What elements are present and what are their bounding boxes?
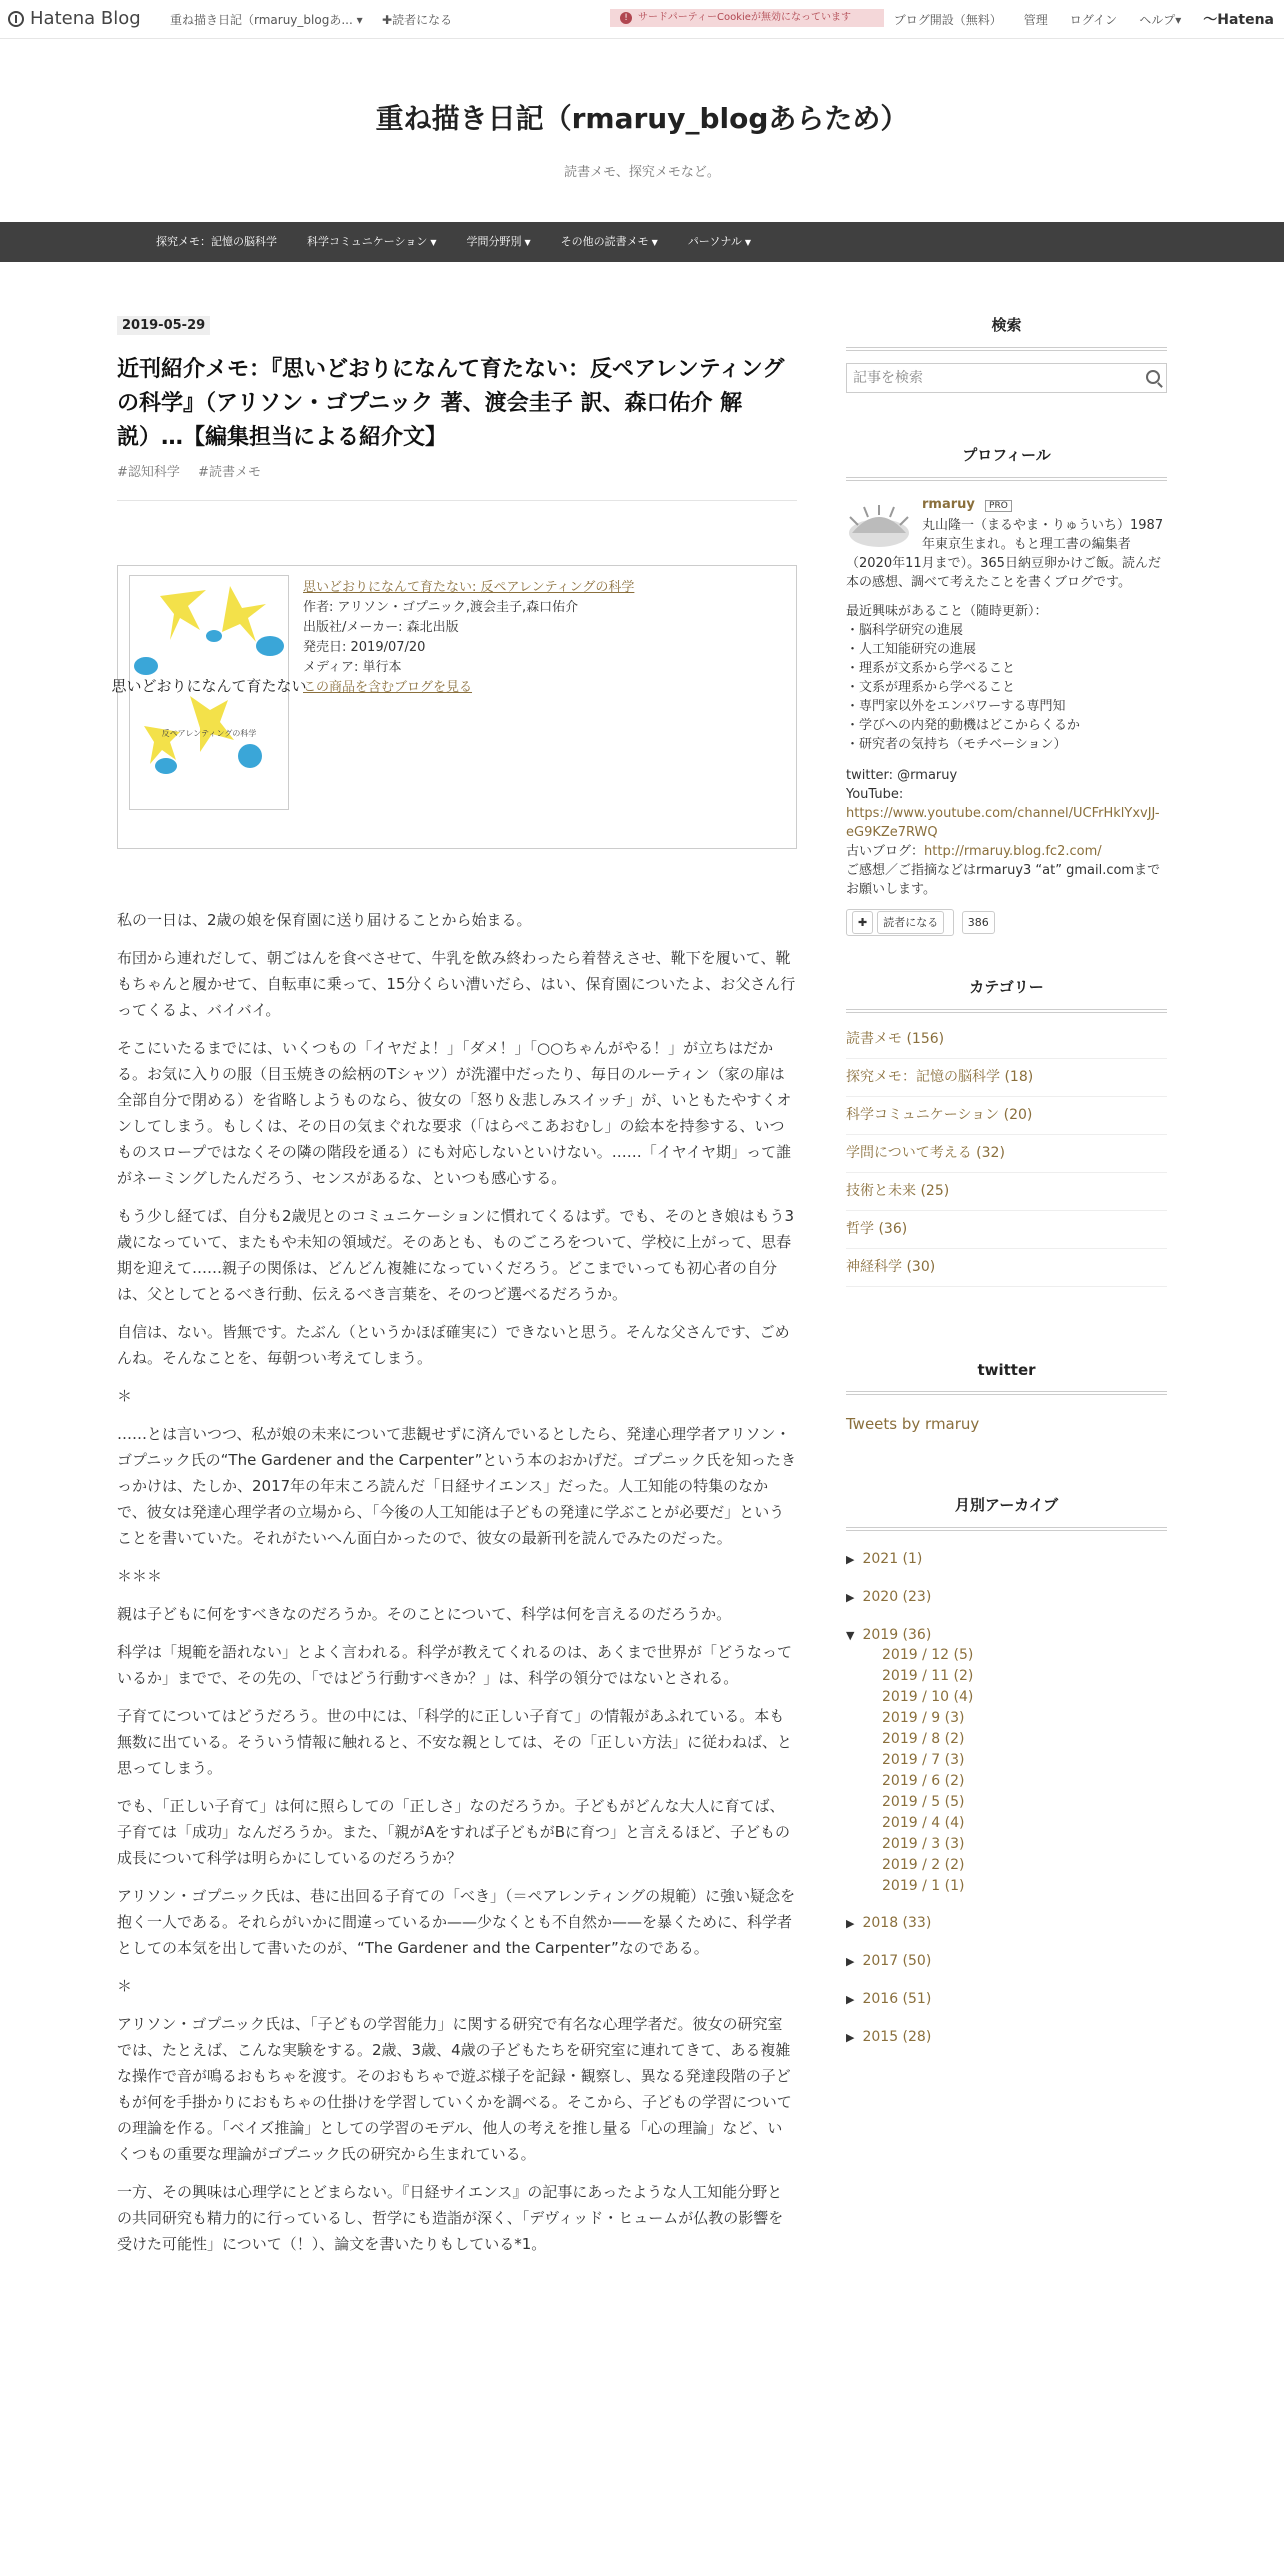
chevron-down-icon: ▼ bbox=[651, 238, 658, 247]
chevron-down-icon: ▼ bbox=[744, 238, 751, 247]
archive-year[interactable]: ▶ 2016 (51) bbox=[846, 1991, 932, 2007]
article bbox=[111, 314, 797, 2269]
archive-month[interactable]: 2019 / 10 (4) bbox=[882, 1689, 974, 1705]
book-cover-image[interactable] bbox=[111, 575, 307, 810]
search-module bbox=[846, 314, 1167, 444]
paragraph: アリソン・ゴプニック氏は、「子どもの学習能力」に関する研究で有名な心理学者だ。彼女の研究室では、たとえば、こんな実験をする。2歳、3歳、4歳の子どもたちを研究室に連れてきて、ある複雑な操作で音が鳴るおもちゃを渡す。そのおもちゃで遊ぶ様子を記録・観察し、異なる発達段階の子どもが何を手掛かりにおもちゃの仕掛けを学習していくかを調べる。そこから、子どもの学習についての理論を作る。「ベイズ推論」としての学習のモデル、他人の考えを推し量る「心の理論」など、いくつもの重要な理論がゴプニック氏の研究から生まれている。 bbox=[117, 2015, 792, 2163]
archive-month[interactable]: 2019 / 9 (3) bbox=[882, 1710, 965, 1726]
triangle-right-icon[interactable]: ▶ bbox=[846, 1553, 855, 1566]
category-link[interactable]: 科学コミュニケーション (20) bbox=[846, 1097, 1167, 1135]
archive-month[interactable]: 2019 / 12 (5) bbox=[882, 1647, 974, 1663]
archive-year[interactable]: ▶ 2015 (28) bbox=[846, 2029, 932, 2045]
archive-month[interactable]: 2019 / 2 (2) bbox=[882, 1857, 965, 1873]
youtube-label: YouTube: bbox=[846, 787, 904, 802]
tag-link[interactable]: #認知科学 bbox=[117, 465, 180, 480]
category-link[interactable]: 技術と未来 (25) bbox=[846, 1173, 1167, 1211]
plus-icon: ✚ bbox=[382, 13, 393, 27]
entry-tags bbox=[117, 461, 797, 480]
book-media: メディア: 単行本 bbox=[303, 660, 402, 675]
triangle-right-icon[interactable]: ▶ bbox=[846, 1955, 855, 1968]
twitter-module bbox=[846, 1361, 1167, 1494]
nav-item-other-reading[interactable]: その他の読書メモ ▼ bbox=[560, 235, 658, 248]
section-separator: ＊ bbox=[117, 1387, 133, 1405]
triangle-right-icon[interactable]: ▶ bbox=[846, 1993, 855, 2006]
category-list bbox=[846, 1021, 1167, 1287]
paragraph: 自信は、ない。皆無です。たぶん（というかほぼ確実に）できないと思う。そんな父さんです、ごめんね。そんなことを、毎朝つい考えてしまう。 bbox=[117, 1323, 790, 1367]
book-cover-title: 思いどおりになんて育たない bbox=[111, 677, 307, 695]
interest-item: ・理系が文系から学べること bbox=[846, 661, 1016, 676]
nav-item-by-field[interactable]: 学問分野別 ▼ bbox=[466, 235, 531, 248]
twitter-handle: twitter: @rmaruy bbox=[846, 768, 958, 783]
avatar[interactable] bbox=[846, 503, 912, 551]
chevron-down-icon: ▼ bbox=[524, 238, 531, 247]
blog-title[interactable]: 重ね描き日記（rmaruy_blogあらため） bbox=[375, 102, 909, 135]
blog-menu-dropdown[interactable]: 重ね描き日記（rmaruy_blogあ... ▾ bbox=[170, 13, 363, 27]
archive-list bbox=[846, 1547, 1167, 2063]
interests-title: 最近興味があること（随時更新）： bbox=[846, 604, 1048, 619]
paragraph: ……とは言いつつ、私が娘の未来について悲観せずに済んでいるとしたら、発達心理学者アリソン・ゴプニック氏の“The Gardener and the Carpenter”という本のおかげだ。ゴプニック氏を知ったきっかけは、たしか、2017年の年末ころ読んだ「日経サイエンス」だった。人工知能の特集のなかで、彼女は発達心理学者の立場から、「今後の人工知能は子どもの発達に学ぶことが必要だ」ということを書いていた。それがたいへん面白かったので、彼女の最新刊を読んでみたのだった。 bbox=[117, 1425, 797, 1547]
category-link[interactable]: 哲学 (36) bbox=[846, 1211, 1167, 1249]
category-module bbox=[846, 976, 1167, 1361]
search-icon[interactable] bbox=[1146, 370, 1160, 384]
profile-content bbox=[846, 495, 1167, 936]
category-link[interactable]: 読書メモ (156) bbox=[846, 1021, 1167, 1059]
module-title: twitter bbox=[846, 1361, 1167, 1395]
admin-link[interactable]: 管理 bbox=[1023, 13, 1048, 27]
hatena-brand-link[interactable]: 〜Hatena bbox=[1203, 12, 1274, 28]
module-title: 検索 bbox=[846, 314, 1167, 351]
paragraph: 布団から連れだして、朝ごはんを食べさせて、牛乳を飲み終わったら着替えさせ、靴下を履いて、靴もちゃんと履かせて、自転車に乗って、15分くらい漕いだら、はい、保育園についたよ、お父さん行ってくるよ、バイバイ。 bbox=[117, 949, 796, 1019]
blog-header bbox=[0, 39, 1284, 222]
archive-module bbox=[846, 1494, 1167, 2063]
triangle-down-icon[interactable]: ▼ bbox=[846, 1629, 855, 1642]
old-blog-link[interactable]: http://rmaruy.blog.fc2.com/ bbox=[924, 844, 1102, 859]
help-menu[interactable]: ヘルプ▾ bbox=[1139, 13, 1182, 27]
cookie-notice[interactable]: ! サードパーティーCookieが無効になっています bbox=[610, 9, 884, 27]
alert-icon: ! bbox=[620, 12, 632, 24]
chevron-down-icon: ▼ bbox=[430, 238, 437, 247]
twitter-timeline-link[interactable]: Tweets by rmaruy bbox=[846, 1415, 980, 1433]
nav-item-memory-neuroscience[interactable]: 探究メモ：記憶の脳科学 bbox=[156, 235, 277, 248]
module-title: プロフィール bbox=[846, 444, 1167, 481]
topbar-links bbox=[894, 11, 1274, 29]
related-blogs-link[interactable]: この商品を含むブログを見る bbox=[303, 680, 473, 695]
subscribe-row bbox=[846, 909, 1167, 936]
module-title: カテゴリー bbox=[846, 976, 1167, 1013]
category-link[interactable]: 学問について考える (32) bbox=[846, 1135, 1167, 1173]
interest-item: ・研究者の気持ち（モチベーション） bbox=[846, 737, 1067, 752]
paragraph: 子育てについてはどうだろう。世の中には、「科学的に正しい子育て」の情報があふれている。本も無数に出ている。そういう情報に触れると、不安な親としては、その「正しい方法」に従わねば、と思ってしまう。 bbox=[117, 1707, 793, 1777]
hatena-top-bar bbox=[0, 0, 1284, 39]
triangle-right-icon[interactable]: ▶ bbox=[846, 2031, 855, 2044]
archive-month[interactable]: 2019 / 4 (4) bbox=[882, 1815, 965, 1831]
subscribe-button[interactable]: ✚ 読者になる bbox=[846, 909, 954, 936]
archive-month[interactable]: 2019 / 6 (2) bbox=[882, 1773, 965, 1789]
blog-description: 読書メモ、探究メモなど。 bbox=[564, 165, 720, 180]
hatena-logo-icon bbox=[8, 11, 24, 27]
paragraph: アリソン・ゴプニック氏は、巷に出回る子育ての「べき」（＝ペアレンティングの規範）に強い疑念を抱く一人である。それらがいかに間違っているか——少なくとも不自然か——を暴くために、科学者としての本気を出して書いたのが、“The Gardener and the Carpenter”なのである。 bbox=[117, 1887, 796, 1957]
nav-item-sci-comm[interactable]: 科学コミュニケーション ▼ bbox=[307, 235, 437, 248]
subscribe-link[interactable]: ✚読者になる bbox=[382, 13, 453, 27]
module-title: 月別アーカイブ bbox=[846, 1494, 1167, 1531]
triangle-right-icon[interactable]: ▶ bbox=[846, 1917, 855, 1930]
archive-month[interactable]: 2019 / 5 (5) bbox=[882, 1794, 965, 1810]
book-author: 作者: アリソン・ゴプニック,渡会圭子,森口佑介 bbox=[303, 600, 579, 615]
interest-item: ・脳科学研究の進展 bbox=[846, 623, 964, 638]
paragraph: 私の一日は、2歳の娘を保育園に送り届けることから始まる。 bbox=[117, 911, 532, 929]
archive-month[interactable]: 2019 / 11 (2) bbox=[882, 1668, 974, 1684]
profile-module bbox=[846, 444, 1167, 976]
chevron-down-icon: ▾ bbox=[356, 13, 363, 27]
subscriber-count: 386 bbox=[962, 911, 995, 934]
sidebar bbox=[846, 314, 1167, 2063]
archive-month[interactable]: 2019 / 8 (2) bbox=[882, 1731, 965, 1747]
archive-year[interactable]: ▶ 2018 (33) bbox=[846, 1915, 932, 1931]
nav-item-personal[interactable]: パーソナル ▼ bbox=[687, 235, 751, 248]
paragraph: 親は子どもに何をすべきなのだろうか。そのことについて、科学は何を言えるのだろうか。 bbox=[117, 1605, 732, 1623]
archive-month[interactable]: 2019 / 1 (1) bbox=[882, 1878, 965, 1894]
global-nav bbox=[0, 222, 1284, 262]
book-publisher: 出版社/メーカー: 森北出版 bbox=[303, 620, 459, 635]
pro-badge: PRO bbox=[985, 500, 1012, 512]
archive-year[interactable]: ▶ 2017 (50) bbox=[846, 1953, 932, 1969]
paragraph: もう少し経てば、自分も2歳児とのコミュニケーションに慣れてくるはず。でも、そのとき娘はもう3歳になっていて、またもや未知の領域だ。そのあとも、ものごころをついて、学校に上がって、思春期を迎えて……親子の関係は、どんどん複雑になっていくだろう。どこまでいっても初心者の自分は、父としてとるべき行動、伝えるべき言葉を、そのつど選べるだろうか。 bbox=[117, 1207, 794, 1303]
login-link[interactable]: ログイン bbox=[1069, 13, 1118, 27]
archive-year[interactable]: ▶ 2021 (1) bbox=[846, 1551, 923, 1567]
triangle-right-icon[interactable]: ▶ bbox=[846, 1591, 855, 1604]
entry-date[interactable]: 2019-05-29 bbox=[117, 316, 210, 335]
divider bbox=[117, 500, 797, 501]
tag-link[interactable]: #読書メモ bbox=[198, 465, 261, 480]
hatena-wave-icon: 〜 bbox=[1203, 12, 1218, 28]
paragraph: でも、「正しい子育て」は何に照らしての「正しさ」なのだろうか。子どもがどんな大人に育てば、子育ては「成功」なんだろうか。また、「親がAをすれば子どもがBに育つ」と言えるほど、子どもの成長について科学は明らかにしているのだろうか？ bbox=[117, 1797, 791, 1867]
interest-item: ・専門家以外をエンパワーする専門知 bbox=[846, 699, 1066, 714]
chevron-down-icon: ▾ bbox=[1175, 13, 1182, 27]
old-blog-label: 古いブログ： bbox=[846, 844, 925, 859]
category-link[interactable]: 神経科学 (30) bbox=[846, 1249, 1167, 1287]
interest-item: ・文系が理系から学べること bbox=[846, 680, 1016, 695]
contact-text: ご感想／ご指摘などはrmaruy3 “at” gmail.comまでお願いします。 bbox=[846, 863, 1161, 897]
profile-name-link[interactable]: rmaruy bbox=[922, 497, 975, 512]
paragraph: 科学は「規範を語れない」とよく言われる。科学が教えてくれるのは、あくまで世界が「どうなっているか」までで、その先の、「ではどう行動すべきか？」は、科学の領分ではないとされる。 bbox=[117, 1643, 793, 1687]
book-release-date: 発売日: 2019/07/20 bbox=[303, 640, 426, 655]
interest-item: ・人工知能研究の進展 bbox=[846, 642, 977, 657]
category-link[interactable]: 探究メモ：記憶の脳科学 (18) bbox=[846, 1059, 1167, 1097]
hatena-blog-logo[interactable]: Hatena Blog bbox=[8, 8, 141, 29]
paragraph: そこにいたるまでには、いくつもの「イヤだよ！」「ダメ！」「○○ちゃんがやる！」が立ちはだかる。お気に入りの服（目玉焼きの絵柄のTシャツ）が洗濯中だったり、毎日のルーティン（家の扉は全部自分で閉める）を省略しようものなら、彼女の「怒り＆悲しみスイッチ」が、いともたやすくオンしてしまう。もしくは、その日の気まぐれな要求（「はらぺこあおむし」の絵本を持参する、いつものスロープではなくその隣の階段を通る）にも対応しないといけない。……「イヤイヤ期」って誰がネーミングしたんだろう、センスがあるな、といつも感心する。 bbox=[117, 1039, 792, 1187]
archive-month[interactable]: 2019 / 3 (3) bbox=[882, 1836, 965, 1852]
entry-title[interactable]: 近刊紹介メモ：『思いどおりになんて育たない：反ペアレンティングの科学』（アリソン・ゴプニック 著、渡会圭子 訳、森口佑介 解説）…【編集担当による紹介文】 bbox=[117, 357, 785, 450]
section-separator: ＊＊＊ bbox=[117, 1567, 163, 1585]
section-separator: ＊ bbox=[117, 1977, 133, 1995]
archive-year[interactable]: ▶ 2020 (23) bbox=[846, 1589, 932, 1605]
youtube-link[interactable]: https://www.youtube.com/channel/UCFrHklYxvJJ-eG9KZe7RWQ bbox=[846, 806, 1160, 840]
amazon-book-box bbox=[111, 565, 797, 849]
signup-link[interactable]: ブログ開設（無料） bbox=[893, 13, 1002, 27]
book-title-link[interactable]: 思いどおりになんて育たない: 反ペアレンティングの科学 bbox=[303, 580, 635, 595]
profile-bio: 丸山隆一（まるやま・りゅういち）1987年東京生まれ。もと理工書の編集者（2020年11月まで）。365日納豆卵かけご飯。読んだ本の感想、調べて考えたことを書くブログです。 bbox=[846, 518, 1164, 590]
search-input[interactable]: 記事を検索 bbox=[846, 363, 1167, 393]
interest-item: ・学びへの内発的動機はどこからくるか bbox=[846, 718, 1081, 733]
book-info bbox=[303, 578, 634, 698]
plus-icon: ✚ bbox=[852, 911, 873, 934]
archive-month[interactable]: 2019 / 7 (3) bbox=[882, 1752, 965, 1768]
paragraph: 一方、その興味は心理学にとどまらない。『日経サイエンス』の記事にあったような人工知能分野との共同研究も精力的に行っているし、哲学にも造詣が深く、「デヴィッド・ヒュームが仏教の影響を受けた可能性」について（！）、論文を書いたりもしている*1。 bbox=[117, 2183, 784, 2253]
entry-body bbox=[117, 907, 797, 2257]
archive-year-open[interactable]: ▼ 2019 (36) bbox=[846, 1627, 932, 1643]
book-cover-subtitle: 反ペアレンティングの科学 bbox=[161, 729, 257, 738]
